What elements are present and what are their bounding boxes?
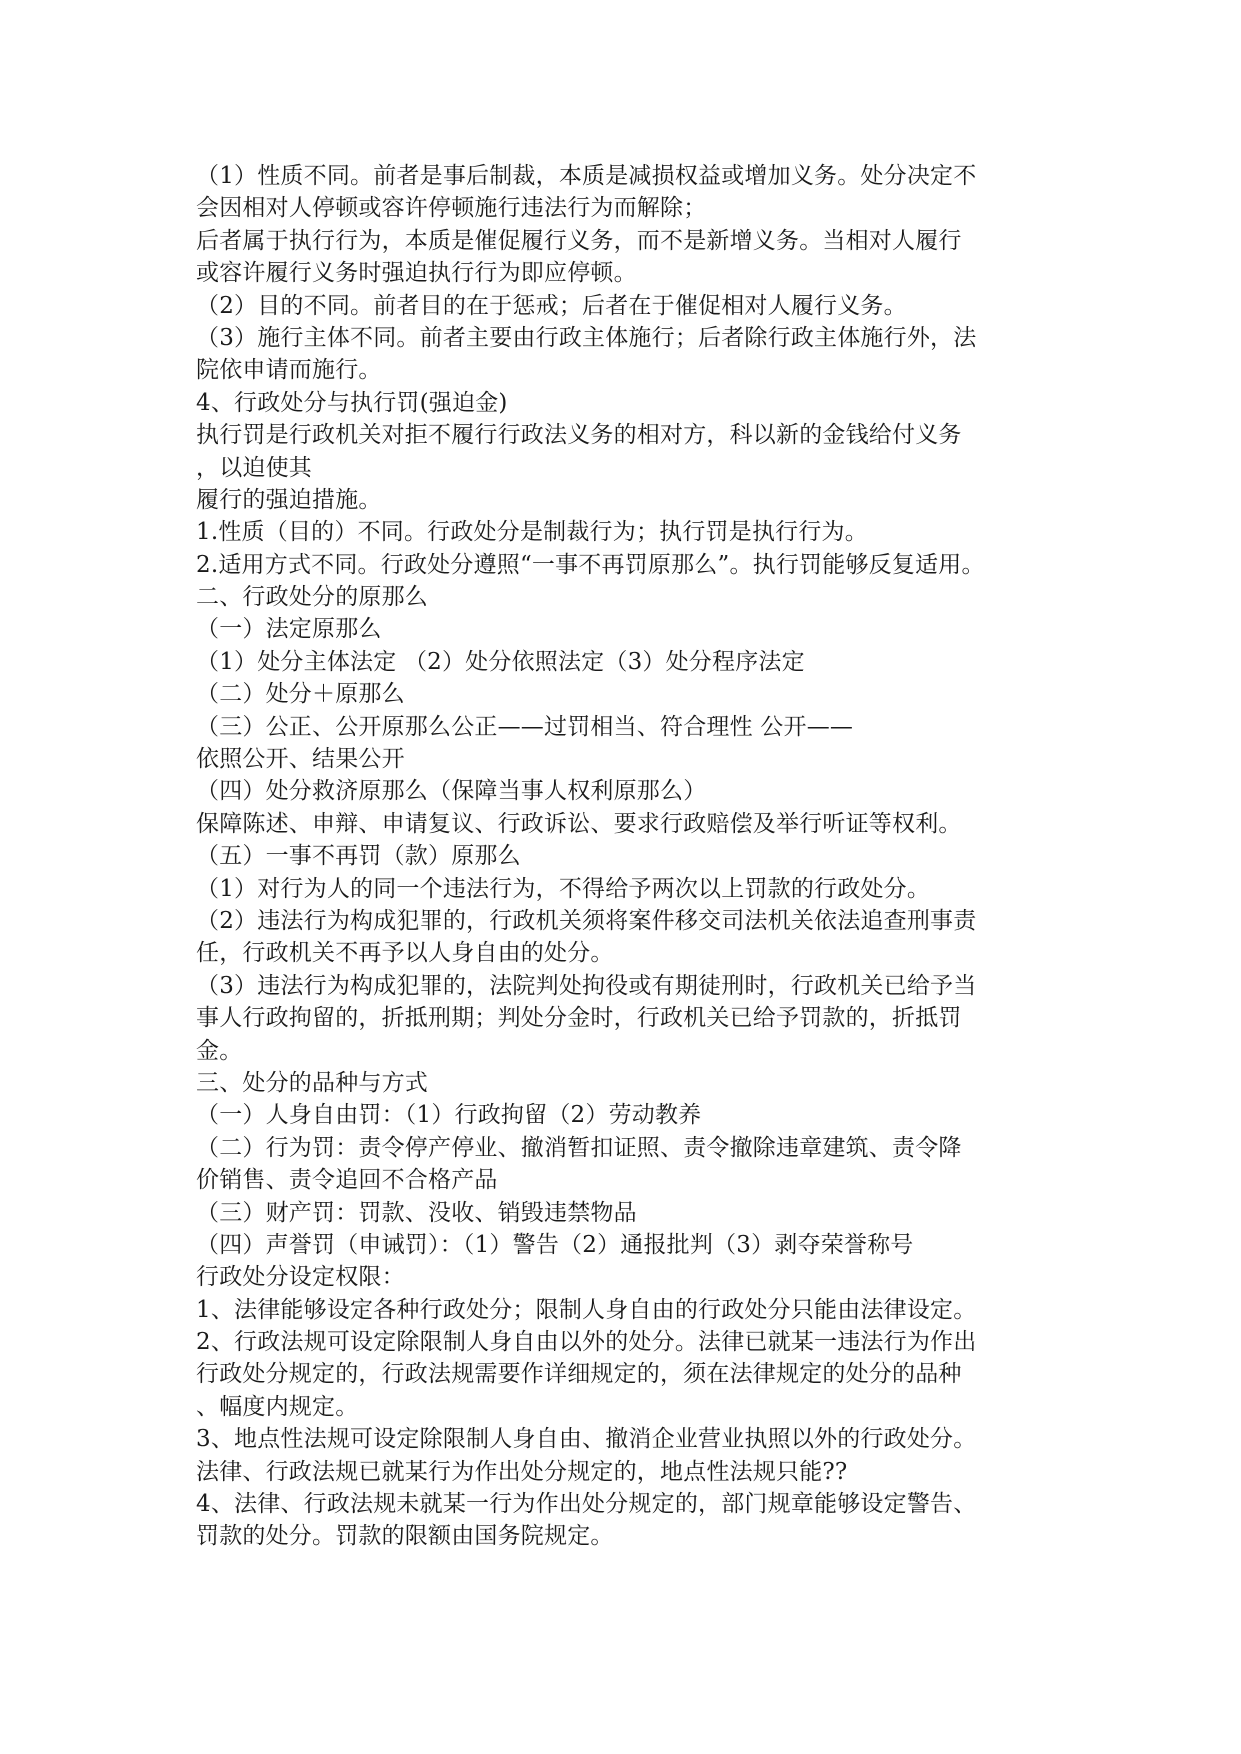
text-line: 履行的强迫措施。: [196, 486, 382, 513]
text-line: 3、地点性法规可设定除限制人身自由、撤消企业营业执照以外的行政处分。: [196, 1426, 977, 1453]
text-line: ，以迫使其: [196, 454, 312, 481]
text-line: 执行罚是行政机关对拒不履行行政法义务的相对方，科以新的金钱给付义务: [196, 422, 962, 449]
text-line: 4、法律、行政法规未就某一行为作出处分规定的，部门规章能够设定警告、: [196, 1491, 977, 1518]
text-line: （1）性质不同。前者是事后制裁，本质是减损权益或增加义务。处分决定不: [196, 163, 977, 189]
text-line: （2）目的不同。前者目的在于惩戒；后者在于催促相对人履行义务。: [196, 292, 907, 319]
text-line: （1）处分主体法定 （2）处分依照法定（3）处分程序法定: [196, 648, 805, 675]
text-line: 金。: [196, 1037, 243, 1064]
text-line: 法律、行政法规已就某行为作出处分规定的，地点性法规只能??: [196, 1458, 848, 1485]
text-line: 二、行政处分的原那么: [196, 584, 428, 611]
text-line: （五）一事不再罚（款）原那么: [196, 843, 521, 870]
text-line: 1、法律能够设定各种行政处分；限制人身自由的行政处分只能由法律设定。: [196, 1296, 977, 1323]
text-line: 院依申请而施行。: [196, 357, 382, 384]
text-line: （二）行为罚：责令停产停业、撤消暂扣证照、责令撤除违章建筑、责令降: [196, 1134, 962, 1161]
text-line: 或容许履行义务时强迫执行行为即应停顿。: [196, 260, 637, 287]
text-line: （3）违法行为构成犯罪的，法院判处拘役或有期徒刑时，行政机关已给予当: [196, 972, 977, 999]
text-line: 、幅度内规定。: [196, 1393, 359, 1420]
text-line: 罚款的处分。罚款的限额由国务院规定。: [196, 1523, 614, 1550]
text-line: （三）财产罚：罚款、没收、销毁违禁物品: [196, 1199, 637, 1226]
text-line: （一）人身自由罚：（1）行政拘留（2）劳动教养: [196, 1102, 702, 1129]
text-line: 依照公开、结果公开: [196, 746, 405, 773]
text-line: （四）处分救济原那么（保障当事人权利原那么）: [196, 778, 707, 805]
text-line: （三）公正、公开原那么公正——过罚相当、符合理性 公开——: [196, 713, 854, 740]
text-line: 后者属于执行行为，本质是催促履行义务，而不是新增义务。当相对人履行: [196, 227, 962, 254]
text-line: 保障陈述、申辩、申请复议、行政诉讼、要求行政赔偿及举行听证等权利。: [196, 810, 962, 837]
text-line: 事人行政拘留的，折抵刑期；判处分金时，行政机关已给予罚款的，折抵罚: [196, 1005, 962, 1032]
text-line: 三、处分的品种与方式: [196, 1069, 428, 1096]
text-line: 价销售、责令追回不合格产品: [196, 1167, 498, 1194]
text-line: 2.适用方式不同。行政处分遵照“一事不再罚原那么”。执行罚能够反复适用。: [196, 551, 985, 578]
text-line: （2）违法行为构成犯罪的，行政机关须将案件移交司法机关依法追查刑事责: [196, 907, 977, 934]
text-line: 任，行政机关不再予以人身自由的处分。: [196, 940, 614, 967]
text-line: 1.性质（目的）不同。行政处分是制裁行为；执行罚是执行行为。: [196, 519, 868, 546]
text-line: （四）声誉罚（申诫罚）：（1）警告（2）通报批判（3）剥夺荣誉称号: [196, 1231, 914, 1258]
text-line: （3）施行主体不同。前者主要由行政主体施行；后者除行政主体施行外，法: [196, 324, 977, 351]
text-line: （一）法定原那么: [196, 616, 382, 643]
document-body: [196, 160, 1056, 1553]
text-line: 行政处分设定权限：: [196, 1264, 405, 1291]
text-line: 会因相对人停顿或容许停顿施行违法行为而解除；: [196, 195, 707, 222]
text-line: （二）处分＋原那么: [196, 681, 405, 708]
text-line: 4、行政处分与执行罚(强迫金): [196, 389, 508, 416]
text-line: （1）对行为人的同一个违法行为，不得给予两次以上罚款的行政处分。: [196, 875, 931, 902]
text-line: 2、行政法规可设定除限制人身自由以外的处分。法律已就某一违法行为作出: [196, 1329, 977, 1356]
text-line: 行政处分规定的，行政法规需要作详细规定的，须在法律规定的处分的品种: [196, 1361, 962, 1388]
